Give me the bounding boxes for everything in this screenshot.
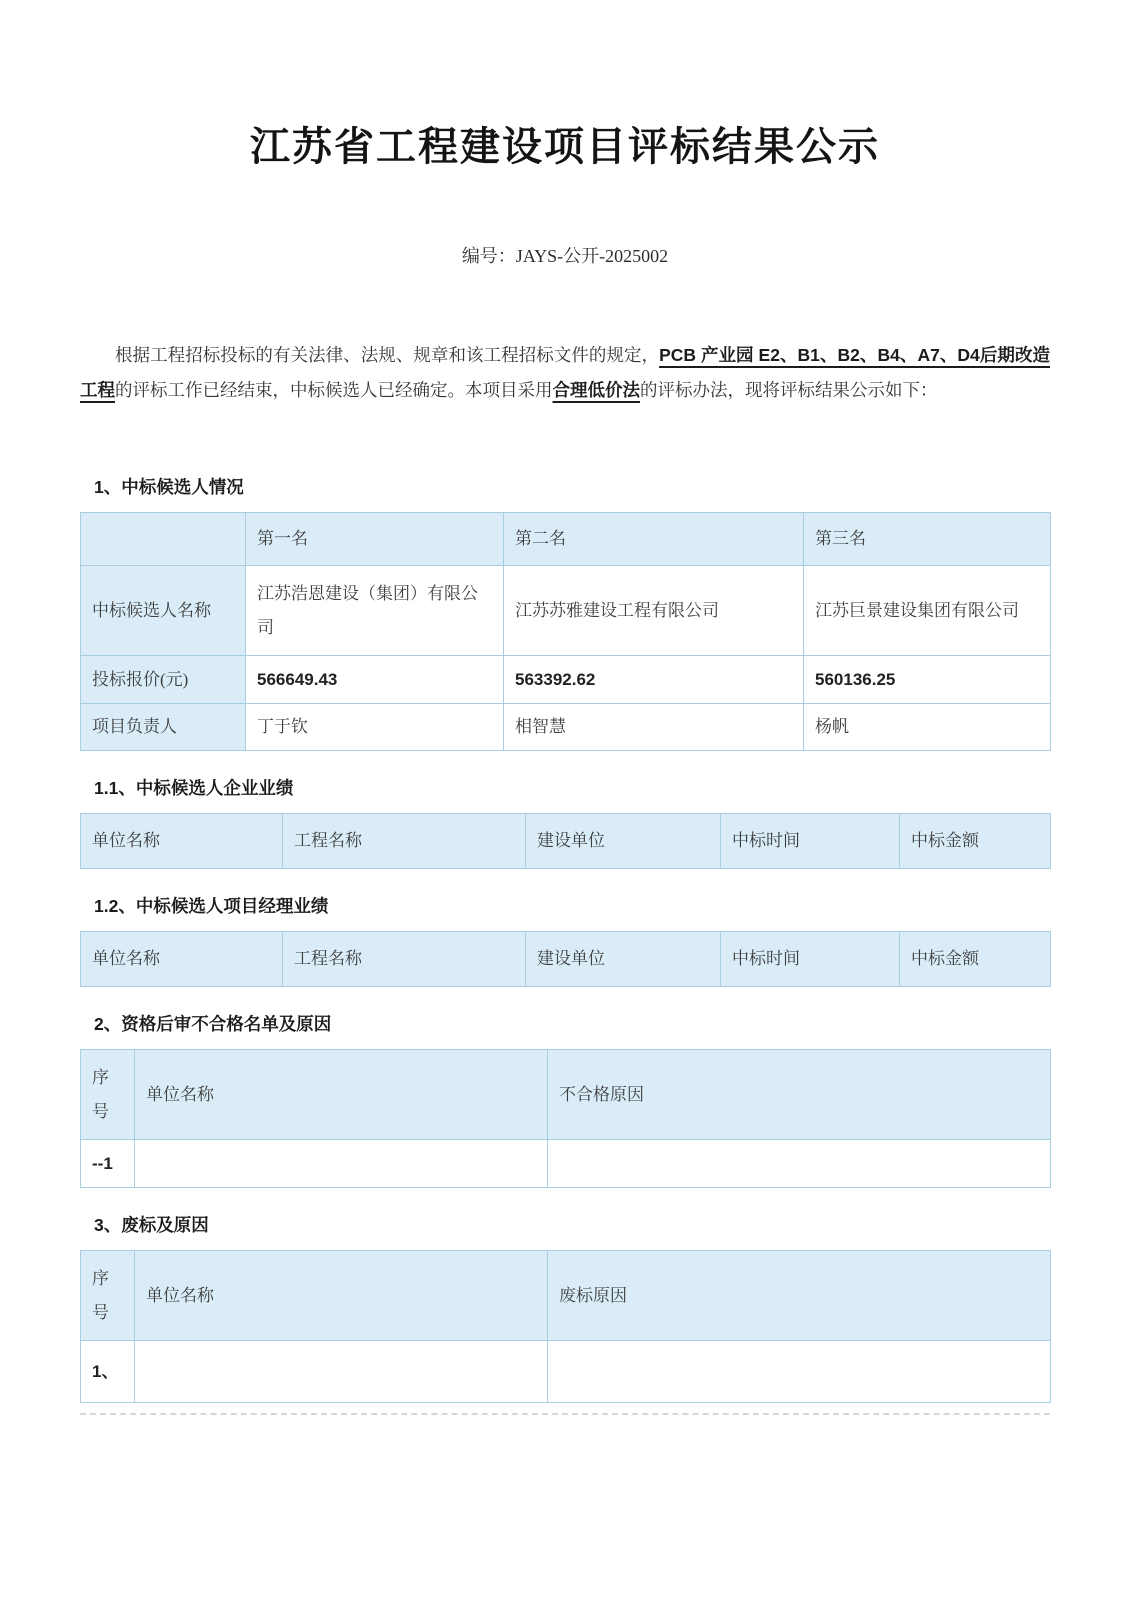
- project-manager-row: [81, 704, 1051, 751]
- evaluation-method-emphasis: 合理低价法: [552, 380, 640, 400]
- intro-seg-5: 的评标办法，现将评标结果公示如下：: [640, 380, 938, 400]
- manager-3-name: 杨帆: [804, 704, 1051, 751]
- bid-price-2: 563392.62: [504, 656, 804, 704]
- award-amount-header: 中标金额: [900, 814, 1051, 869]
- unit-name-header: 单位名称: [81, 814, 283, 869]
- unqualified-data-row: [81, 1140, 1051, 1188]
- rank-2-header: 第二名: [504, 513, 804, 566]
- unit-name-cell: [135, 1341, 548, 1403]
- doc-number: 编号：JAYS-公开-2025002: [461, 246, 669, 266]
- rejected-reason-cell: [548, 1341, 1051, 1403]
- bid-price-1: 566649.43: [246, 656, 504, 704]
- section-1-2-heading: 1.2、中标候选人项目经理业绩: [94, 896, 329, 916]
- seq-no-cell: 1、: [81, 1341, 135, 1403]
- manager-2-name: 相智慧: [504, 704, 804, 751]
- rank-3-header: 第三名: [804, 513, 1051, 566]
- unit-name-cell: [135, 1140, 548, 1188]
- rejected-bids-data-row: [81, 1341, 1051, 1403]
- rank-1-header: 第一名: [246, 513, 504, 566]
- award-time-header: 中标时间: [721, 932, 900, 987]
- seq-no-header: 序号: [81, 1251, 135, 1341]
- rejected-reason-header: 废标原因: [548, 1251, 1051, 1341]
- candidate-2-name: 江苏苏雅建设工程有限公司: [504, 566, 804, 656]
- unit-name-header: 单位名称: [135, 1251, 548, 1341]
- intro-paragraph: [80, 338, 1050, 408]
- candidate-name-row: [81, 566, 1051, 656]
- section-1-1-heading: 1.1、中标候选人企业业绩: [94, 778, 294, 798]
- intro-seg-3: 的评标工作已经结束，中标候选人已经确定。本项目采用: [115, 380, 553, 400]
- rejected-bids-header-row: [81, 1251, 1051, 1341]
- seq-no-cell: --1: [81, 1140, 135, 1188]
- candidate-1-name: 江苏浩恩建设（集团）有限公司: [246, 566, 504, 656]
- enterprise-performance-header-row: [81, 814, 1051, 869]
- seq-no-header: 序号: [81, 1050, 135, 1140]
- bid-price-3: 560136.25: [804, 656, 1051, 704]
- row-label-cell: 项目负责人: [81, 704, 246, 751]
- page-title: 江苏省工程建设项目评标结果公示: [250, 124, 880, 169]
- candidate-3-name: 江苏巨景建设集团有限公司: [804, 566, 1051, 656]
- corner-cell: [81, 513, 246, 566]
- manager-performance-header-row: [81, 932, 1051, 987]
- unqualified-reason-cell: [548, 1140, 1051, 1188]
- section-1-heading: 1、中标候选人情况: [94, 477, 244, 497]
- manager-1-name: 丁于钦: [246, 704, 504, 751]
- unit-name-header: 单位名称: [81, 932, 283, 987]
- winners-table: [80, 512, 1051, 751]
- page-break-dashes: [80, 1413, 1050, 1415]
- project-name-emphasis: PCB 产业园 E2、B1、B2、B4、A7、D4后期改造工程: [80, 345, 1050, 400]
- unit-name-header: 单位名称: [135, 1050, 548, 1140]
- row-label-cell: 投标报价(元): [81, 656, 246, 704]
- row-label-cell: 中标候选人名称: [81, 566, 246, 656]
- project-name-header: 工程名称: [283, 814, 526, 869]
- bid-price-row: [81, 656, 1051, 704]
- unqualified-reason-header: 不合格原因: [548, 1050, 1051, 1140]
- intro-seg-1: 根据工程招标投标的有关法律、法规、规章和该工程招标文件的规定，: [115, 345, 660, 365]
- rejected-bids-table: [80, 1250, 1051, 1403]
- project-name-header: 工程名称: [283, 932, 526, 987]
- winners-header-row: [81, 513, 1051, 566]
- unqualified-table: [80, 1049, 1051, 1188]
- award-amount-header: 中标金额: [900, 932, 1051, 987]
- section-3-heading: 3、废标及原因: [94, 1215, 209, 1235]
- unqualified-header-row: [81, 1050, 1051, 1140]
- construction-unit-header: 建设单位: [526, 932, 721, 987]
- construction-unit-header: 建设单位: [526, 814, 721, 869]
- enterprise-performance-table: [80, 813, 1051, 869]
- award-time-header: 中标时间: [721, 814, 900, 869]
- manager-performance-table: [80, 931, 1051, 987]
- section-2-heading: 2、资格后审不合格名单及原因: [94, 1014, 332, 1034]
